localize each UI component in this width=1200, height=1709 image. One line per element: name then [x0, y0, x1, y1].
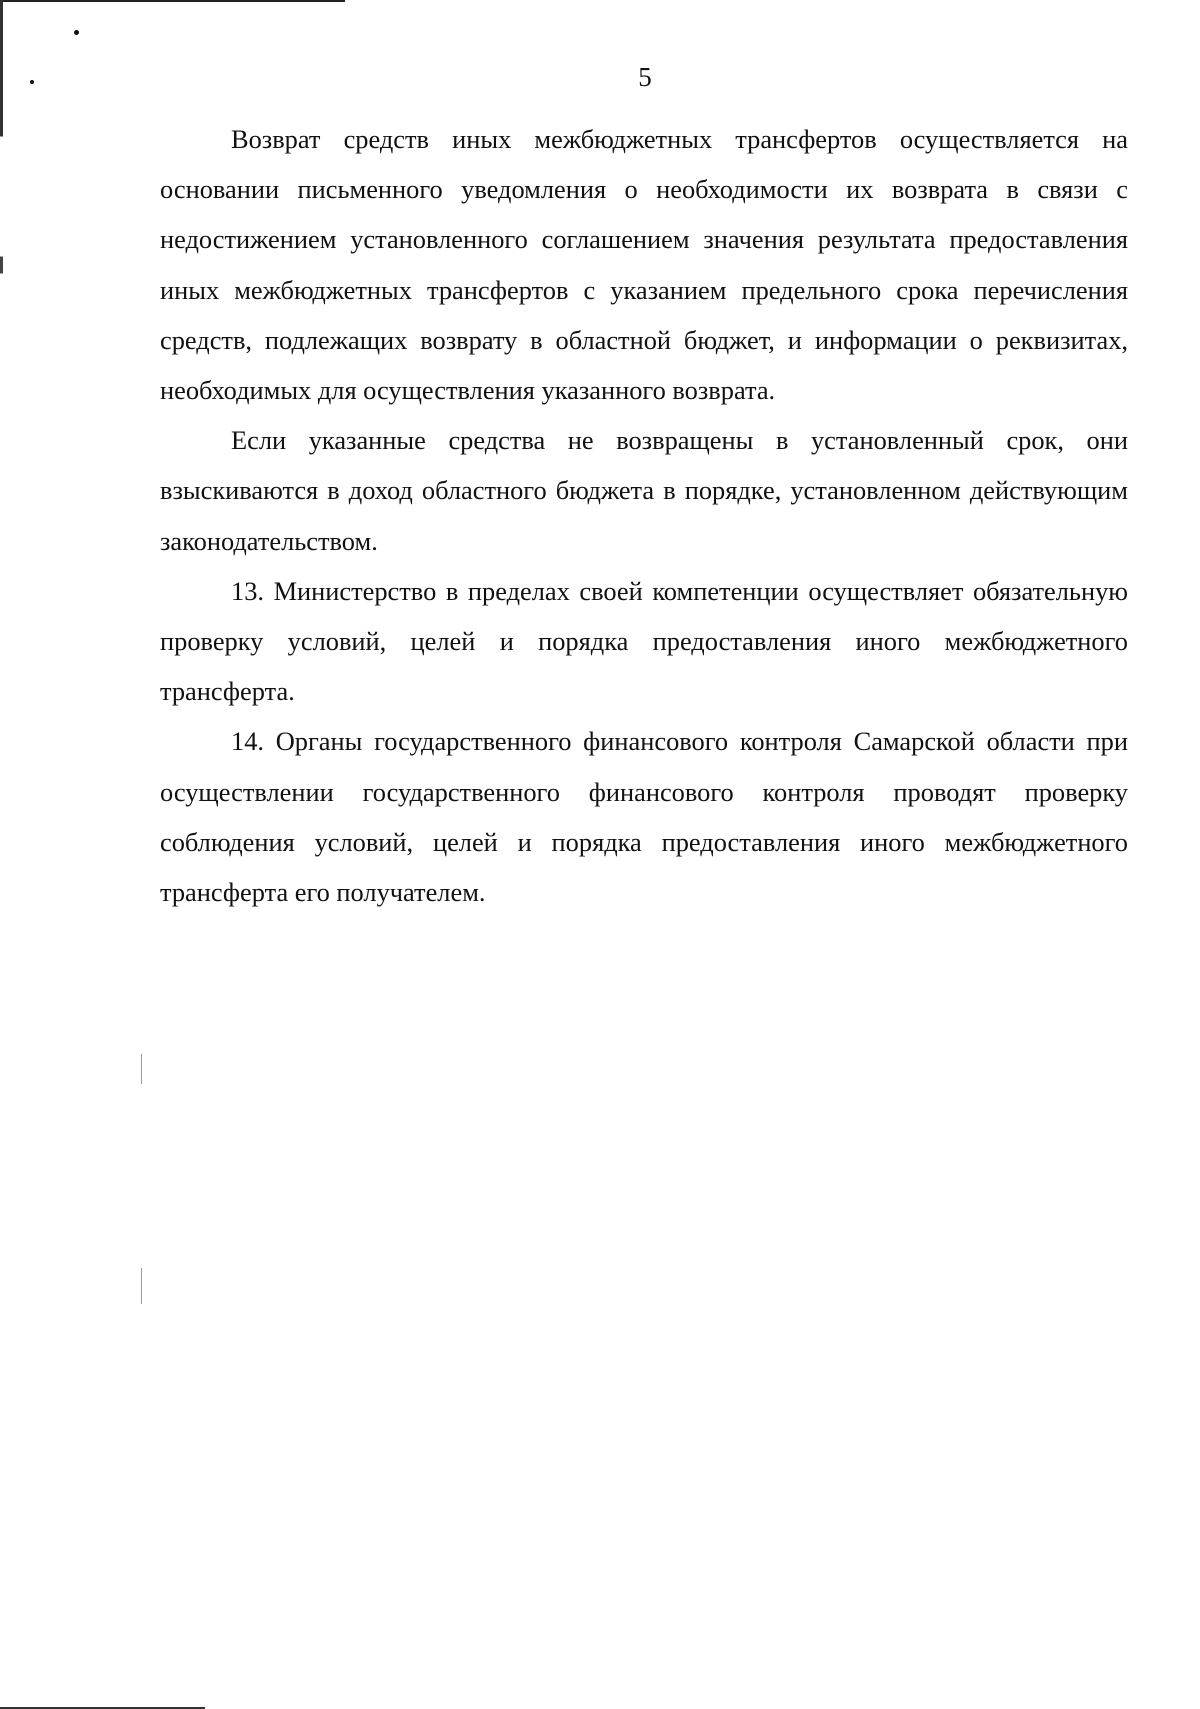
- scan-artifact-speck: [141, 1268, 142, 1304]
- scan-artifact-top-line: [0, 0, 345, 2]
- paragraph-item-13: 13. Министерство в пределах своей компетенции осуществляет обязательную проверку условий, целей и порядка предоставления иного межбюджетного трансферта.: [160, 575, 1128, 707]
- page-number: 5: [638, 62, 652, 92]
- paragraph-item-14: 14. Органы государственного финансового контроля Самарской области при осуществлении государственного финансового контроля проводят проверку соблюдения условий, целей и порядка предоставления иного межбюджетного трансферта его получателем.: [160, 726, 1128, 908]
- paragraph-recovery-of-funds: Если указанные средства не возвращены в установленный срок, они взыскиваются в доход областного бюджета в порядке, установленном действующим законодательством.: [160, 425, 1128, 556]
- scan-artifact-dot: [74, 30, 79, 35]
- document-body: [160, 114, 1128, 917]
- paragraph-return-of-funds: Возврат средств иных межбюджетных трансфертов осуществляется на основании письменного уведомления о необходимости их возврата в связи с недостижением установленного соглашением значения результата предоставления иных межбюджетных трансфертов с указанием предельного срока перечисления средств, подлежащих возврату в областной бюджет, и информации о реквизитах, необходимых для осуществления указанного возврата.: [160, 124, 1128, 406]
- scan-artifact-left-edge: [0, 0, 3, 1709]
- scan-artifact-speck: [141, 1054, 142, 1084]
